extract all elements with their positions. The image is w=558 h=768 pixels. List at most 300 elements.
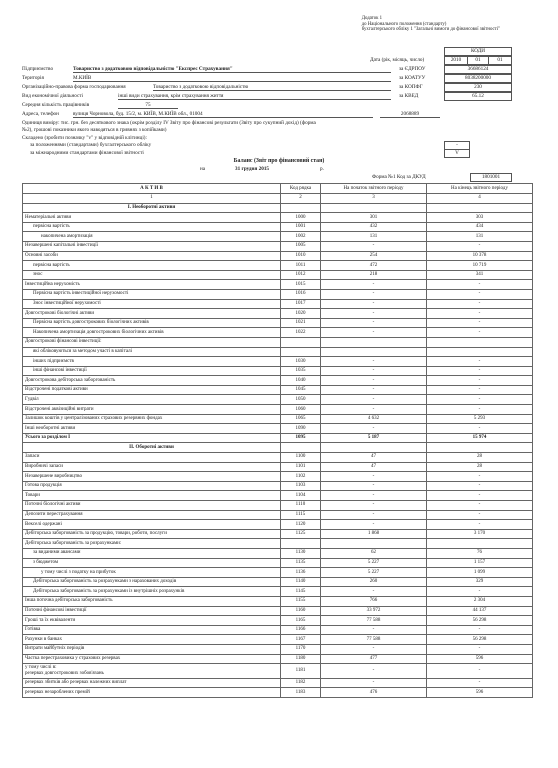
row-end-value: 56 298 <box>427 616 533 626</box>
row-label: Довгострокова дебіторська заборгованість <box>23 376 281 386</box>
row-end-value: - <box>427 376 533 386</box>
row-end-value: 3 170 <box>427 529 533 539</box>
row-begin-value: - <box>321 318 427 328</box>
row-end-value: - <box>427 366 533 376</box>
table-row <box>23 261 533 271</box>
row-end-value: 596 <box>427 688 533 698</box>
date-year: 2010 <box>444 56 468 65</box>
table-row <box>23 568 533 578</box>
table-row <box>23 337 533 347</box>
row-begin-value: 1 868 <box>321 529 427 539</box>
row-label: Основні засоби <box>23 251 281 261</box>
row-code: 1180 <box>281 654 321 664</box>
row-end-value: 131 <box>427 232 533 242</box>
row-begin-value: - <box>321 366 427 376</box>
row-code: 1115 <box>281 510 321 520</box>
row-begin-value: - <box>321 395 427 405</box>
row-end-value: - <box>427 510 533 520</box>
row-begin-value: - <box>321 405 427 415</box>
row-code: 1145 <box>281 587 321 597</box>
row-label: Векселі одержані <box>23 520 281 530</box>
phone-value: 2068889 <box>380 111 440 118</box>
row-code: 1017 <box>281 299 321 309</box>
row-code: 1050 <box>281 395 321 405</box>
activity-label: Вид економічної діяльності <box>22 93 83 99</box>
table-row <box>23 251 533 261</box>
row-begin-value: - <box>321 299 427 309</box>
row-begin-value: 77 588 <box>321 616 427 626</box>
row-code: 1010 <box>281 251 321 261</box>
table-row <box>23 510 533 520</box>
table-row <box>23 443 533 453</box>
row-begin-value: 5 227 <box>321 568 427 578</box>
row-end-value: - <box>427 289 533 299</box>
row-end-value: 2 304 <box>427 596 533 606</box>
table-row <box>23 453 533 463</box>
territory-label: Територія <box>22 75 44 81</box>
activity-value: інші види страхування, крім страхування життя <box>118 93 391 100</box>
table-row <box>23 548 533 558</box>
row-end-value: 303 <box>427 213 533 223</box>
row-end-value: - <box>427 241 533 251</box>
col-number-4: 4 <box>427 194 533 204</box>
row-label: Гудвіл <box>23 395 281 405</box>
date-label: Дата (рік, місяць, число) <box>370 57 425 63</box>
row-begin-value: 472 <box>321 261 427 271</box>
row-begin-value: 77 588 <box>321 635 427 645</box>
date-suffix: р. <box>320 166 324 172</box>
row-code: 1140 <box>281 577 321 587</box>
row-begin-value: 5 187 <box>321 433 427 443</box>
row-code: 1035 <box>281 366 321 376</box>
row-begin-value: - <box>321 385 427 395</box>
row-end-value: 76 <box>427 548 533 558</box>
row-label: Довгострокові фінансові інвестиції: <box>23 337 281 347</box>
table-row <box>23 491 533 501</box>
row-begin-value: 47 <box>321 462 427 472</box>
row-label: Дебіторська заборгованість за розрахунками: <box>23 539 281 549</box>
table-row <box>23 606 533 616</box>
row-begin-value: - <box>321 289 427 299</box>
row-label: Залишок коштів у централізованих страхових резервних фондах <box>23 414 281 424</box>
row-label: Відстрочені аквізиційні витрати <box>23 405 281 415</box>
row-end-value: - <box>427 309 533 319</box>
row-label: Незавершені капітальні інвестиції <box>23 241 281 251</box>
row-code: 1183 <box>281 688 321 698</box>
row-begin-value: - <box>321 241 427 251</box>
row-code: 1182 <box>281 678 321 688</box>
row-end-value <box>427 539 533 549</box>
row-code: 1030 <box>281 357 321 367</box>
row-label: Товари <box>23 491 281 501</box>
row-end-value: - <box>427 395 533 405</box>
row-label: резервах збитків або резервах належних виплат <box>23 678 281 688</box>
row-label: Накопичена амортизація довгострокових біологічних активів <box>23 328 281 338</box>
row-label: Рахунки в банках <box>23 635 281 645</box>
row-code: 1100 <box>281 453 321 463</box>
row-begin-value: - <box>321 357 427 367</box>
row-begin-value <box>321 337 427 347</box>
row-end-value: - <box>427 625 533 635</box>
table-row <box>23 635 533 645</box>
table-number-row <box>23 194 533 204</box>
row-code: 1110 <box>281 501 321 511</box>
date-day: 01 <box>488 56 512 65</box>
row-code <box>281 347 321 357</box>
table-row <box>23 644 533 654</box>
row-label: резервах незароблених премій <box>23 688 281 698</box>
row-code: 1165 <box>281 616 321 626</box>
row-end-value: 1 099 <box>427 568 533 578</box>
row-end-value <box>427 443 533 453</box>
row-end-value: - <box>427 664 533 679</box>
row-begin-value: 301 <box>321 213 427 223</box>
row-end-value <box>427 203 533 213</box>
standards-line-1: за положеннями (стандартами) бухгалтерського обліку <box>30 142 152 148</box>
row-code: 1012 <box>281 270 321 280</box>
row-end-value: - <box>427 385 533 395</box>
table-row <box>23 481 533 491</box>
row-label: Дебіторська заборгованість за розрахунками із внутрішніх розрахунків <box>23 587 281 597</box>
row-label: Відстрочені податкові активи <box>23 385 281 395</box>
row-code: 1040 <box>281 376 321 386</box>
row-code: 1135 <box>281 558 321 568</box>
standards-line-2: за міжнародними стандартами фінансової звітності <box>30 150 144 156</box>
table-row <box>23 366 533 376</box>
document-title: Баланс (Звіт про фінансовий стан) <box>233 158 325 164</box>
row-begin-value: 218 <box>321 270 427 280</box>
row-label: Інвестиційна нерухомість <box>23 280 281 290</box>
row-begin-value: 62 <box>321 548 427 558</box>
row-begin-value: - <box>321 510 427 520</box>
row-end-value: - <box>427 587 533 597</box>
row-begin-value: 254 <box>321 251 427 261</box>
row-begin-value <box>321 203 427 213</box>
row-label: Поточні біологічні активи <box>23 501 281 511</box>
row-label: Поточні фінансові інвестиції <box>23 606 281 616</box>
report-date: 31 грудня 2015 <box>235 166 270 172</box>
row-end-value: - <box>427 328 533 338</box>
row-end-value: 10 378 <box>427 251 533 261</box>
row-code: 1060 <box>281 405 321 415</box>
row-end-value: 329 <box>427 577 533 587</box>
table-row <box>23 280 533 290</box>
row-begin-value: - <box>321 472 427 482</box>
row-end-value: - <box>427 472 533 482</box>
row-label: Нематеріальні активи <box>23 213 281 223</box>
row-begin-value: 477 <box>321 654 427 664</box>
table-row <box>23 309 533 319</box>
row-code: 1002 <box>281 232 321 242</box>
row-label: у тому числі з податку на прибуток <box>23 568 281 578</box>
row-label: первісна вартість <box>23 222 281 232</box>
row-begin-value: - <box>321 520 427 530</box>
row-begin-value: 47 <box>321 453 427 463</box>
row-end-value <box>427 337 533 347</box>
row-begin-value: - <box>321 328 427 338</box>
table-row <box>23 529 533 539</box>
date-month: 01 <box>467 56 489 65</box>
standards-mark-1: - <box>444 141 470 150</box>
table-row <box>23 328 533 338</box>
edrpou-value: 36686124 <box>444 65 512 74</box>
row-code: 1095 <box>281 433 321 443</box>
row-begin-value: - <box>321 280 427 290</box>
row-begin-value: - <box>321 664 427 679</box>
row-code: 1155 <box>281 596 321 606</box>
form-code-value: 1801001 <box>470 173 512 182</box>
row-code: 1170 <box>281 644 321 654</box>
row-end-value: 434 <box>427 222 533 232</box>
table-row <box>23 539 533 549</box>
table-row <box>23 376 533 386</box>
table-row <box>23 299 533 309</box>
row-label: Виробничі запаси <box>23 462 281 472</box>
row-begin-value <box>321 443 427 453</box>
row-code: 1136 <box>281 568 321 578</box>
row-code: 1125 <box>281 529 321 539</box>
row-label: за виданими авансами <box>23 548 281 558</box>
table-row <box>23 433 533 443</box>
form-code-label: Форма №1 Код за ДКУД <box>372 174 426 180</box>
annex-line-1: Додаток 1 <box>361 16 383 21</box>
row-begin-value: - <box>321 501 427 511</box>
table-row <box>23 587 533 597</box>
row-begin-value <box>321 347 427 357</box>
row-end-value: 5 293 <box>427 414 533 424</box>
row-code: 1130 <box>281 548 321 558</box>
table-row <box>23 385 533 395</box>
row-begin-value: - <box>321 678 427 688</box>
row-code <box>281 203 321 213</box>
row-label <box>23 664 281 679</box>
row-code: 1015 <box>281 280 321 290</box>
row-label: Витрати майбутніх періодів <box>23 644 281 654</box>
row-code: 1021 <box>281 318 321 328</box>
row-begin-value: - <box>321 587 427 597</box>
table-row <box>23 213 533 223</box>
row-end-value: - <box>427 280 533 290</box>
codes-title: КОДИ <box>444 47 512 56</box>
table-row <box>23 616 533 626</box>
row-begin-value: 4 632 <box>321 414 427 424</box>
staff-label: Середня кількість працівників <box>22 102 90 108</box>
row-label: Первісна вартість інвестиційної нерухомості <box>23 289 281 299</box>
row-label: первісна вартість <box>23 261 281 271</box>
table-row <box>23 270 533 280</box>
table-row <box>23 558 533 568</box>
row-label: Депозити перестрахування <box>23 510 281 520</box>
row-end-value: 44 137 <box>427 606 533 616</box>
unit-note-2: №2), грошові показники якого наводяться в гривнях з копійками) <box>22 127 167 133</box>
row-end-value: 10 719 <box>427 261 533 271</box>
row-end-value: - <box>427 678 533 688</box>
table-row <box>23 347 533 357</box>
row-begin-value: 5 227 <box>321 558 427 568</box>
row-code: 1104 <box>281 491 321 501</box>
row-label: накопичена амортизація <box>23 232 281 242</box>
row-begin-value: - <box>321 481 427 491</box>
row-code: 1166 <box>281 625 321 635</box>
row-end-value: 28 <box>427 462 533 472</box>
row-label: Усього за розділом I <box>23 433 281 443</box>
table-row <box>23 577 533 587</box>
row-begin-value: 476 <box>321 688 427 698</box>
row-code: 1102 <box>281 472 321 482</box>
row-code: 1181 <box>281 664 321 679</box>
row-end-value: - <box>427 520 533 530</box>
row-code: 1101 <box>281 462 321 472</box>
row-begin-value: - <box>321 644 427 654</box>
annex-line-3: бухгалтерського обліку 1 "Загальні вимоги до фінансової звітності" <box>361 27 500 32</box>
table-row <box>23 678 533 688</box>
row-code <box>281 443 321 453</box>
row-label: Первісна вартість довгострокових біологічних активів <box>23 318 281 328</box>
row-begin-value: 131 <box>321 232 427 242</box>
row-end-value: - <box>427 424 533 434</box>
row-code: 1065 <box>281 414 321 424</box>
row-code: 1090 <box>281 424 321 434</box>
kopfg-value: 230 <box>444 83 512 92</box>
table-row <box>23 654 533 664</box>
table-row <box>23 625 533 635</box>
row-end-value: - <box>427 357 533 367</box>
row-label: інших підприємств <box>23 357 281 367</box>
row-label: Довгострокові біологічні активи <box>23 309 281 319</box>
koatuu-label: за КОАТУУ <box>399 75 426 81</box>
row-label-line-2: резервах довгострокових зобов'язань <box>25 670 104 676</box>
standards-title: Складено (зробити позначку "v" у відповідній клітинці): <box>22 135 147 141</box>
row-end-value <box>427 347 533 357</box>
row-code: 1011 <box>281 261 321 271</box>
address-value: вулиця Чорновола, буд. 15/2, м. КИЇВ, М.КИЇВ обл., 01004 <box>73 111 373 118</box>
col-number-2: 2 <box>281 194 321 204</box>
table-row <box>23 414 533 424</box>
row-end-value: - <box>427 644 533 654</box>
row-code: 1103 <box>281 481 321 491</box>
row-begin-value: - <box>321 376 427 386</box>
row-end-value: 341 <box>427 270 533 280</box>
row-begin-value <box>321 539 427 549</box>
row-code: 1001 <box>281 222 321 232</box>
row-end-value: - <box>427 299 533 309</box>
address-label: Адреса, телефон <box>22 111 59 117</box>
row-code <box>281 337 321 347</box>
row-end-value: 28 <box>427 453 533 463</box>
edrpou-label: за ЄДРПОУ <box>399 66 426 72</box>
table-header-row <box>23 184 533 194</box>
col-number-3: 3 <box>321 194 427 204</box>
row-end-value: 1 157 <box>427 558 533 568</box>
row-code: 1005 <box>281 241 321 251</box>
row-begin-value: - <box>321 424 427 434</box>
table-row <box>23 462 533 472</box>
row-label: Знос інвестиційної нерухомості <box>23 299 281 309</box>
row-code: 1022 <box>281 328 321 338</box>
row-begin-value: - <box>321 309 427 319</box>
table-row <box>23 688 533 698</box>
annex-line-2: до Національного положення (стандарту) <box>361 21 447 27</box>
row-end-value: - <box>427 318 533 328</box>
row-label: Запаси <box>23 453 281 463</box>
row-label: Незавершене виробництво <box>23 472 281 482</box>
table-row <box>23 357 533 367</box>
row-code: 1016 <box>281 289 321 299</box>
table-row <box>23 395 533 405</box>
company-name: Товариство з додатковою відповідальністю "Експрес Страхування" <box>73 66 391 73</box>
table-row <box>23 241 533 251</box>
row-end-value: - <box>427 491 533 501</box>
balance-table <box>22 183 532 698</box>
koatuu-value: 8038200000 <box>444 74 512 83</box>
kopfg-label: за КОПФГ <box>399 84 423 90</box>
header-assets: А К Т И В <box>23 184 281 194</box>
row-end-value: - <box>427 481 533 491</box>
table-row <box>23 472 533 482</box>
row-end-value: 56 298 <box>427 635 533 645</box>
row-label: Готівка <box>23 625 281 635</box>
table-row <box>23 405 533 415</box>
row-label: Інша поточна дебіторська заборгованість <box>23 596 281 606</box>
row-begin-value: 33 972 <box>321 606 427 616</box>
row-label: Дебіторська заборгованість за розрахунками з нарахованих доходів <box>23 577 281 587</box>
company-label: Підприємство <box>22 66 54 72</box>
header-end: На кінець звітного періоду <box>427 184 533 194</box>
table-row <box>23 520 533 530</box>
row-label: I. Необоротні активи <box>23 203 281 213</box>
table-row <box>23 596 533 606</box>
row-begin-value: 766 <box>321 596 427 606</box>
row-end-value: - <box>427 405 533 415</box>
table-row <box>23 318 533 328</box>
row-end-value: 596 <box>427 654 533 664</box>
staff-value: 75 <box>118 102 178 109</box>
header-code: Код рядка <box>281 184 321 194</box>
kved-value: 65.12 <box>444 92 512 101</box>
table-row <box>23 222 533 232</box>
table-row <box>23 289 533 299</box>
row-label: Інші необоротні активи <box>23 424 281 434</box>
table-row <box>23 203 533 213</box>
row-code: 1000 <box>281 213 321 223</box>
header-begin: На початок звітного періоду <box>321 184 427 194</box>
row-label: з бюджетом <box>23 558 281 568</box>
row-label: Частка перестраховика у страхових резервах <box>23 654 281 664</box>
table-row <box>23 664 533 679</box>
row-label: які обліковуються за методом участі в капіталі <box>23 347 281 357</box>
form-annex-note <box>362 16 500 33</box>
row-end-value: - <box>427 501 533 511</box>
row-label: II. Оборотні активи <box>23 443 281 453</box>
row-label: Готова продукція <box>23 481 281 491</box>
row-code: 1167 <box>281 635 321 645</box>
standards-mark-2: V <box>444 149 470 158</box>
legal-form-label: Організаційно-правова форма господарювання <box>22 84 126 90</box>
row-label: інші фінансові інвестиції <box>23 366 281 376</box>
row-begin-value: 432 <box>321 222 427 232</box>
table-row <box>23 501 533 511</box>
row-begin-value: - <box>321 625 427 635</box>
row-code: 1120 <box>281 520 321 530</box>
table-row <box>23 232 533 242</box>
row-begin-value: - <box>321 491 427 501</box>
row-label-line-1: у тому числі в: <box>25 665 57 671</box>
row-label: знос <box>23 270 281 280</box>
row-code: 1020 <box>281 309 321 319</box>
row-label: Дебіторська заборгованість за продукцію, товари, роботи, послуги <box>23 529 281 539</box>
legal-form-value: Товариство з додатковою відповідальністю <box>153 84 391 91</box>
kved-label: за КВЕД <box>399 93 419 99</box>
